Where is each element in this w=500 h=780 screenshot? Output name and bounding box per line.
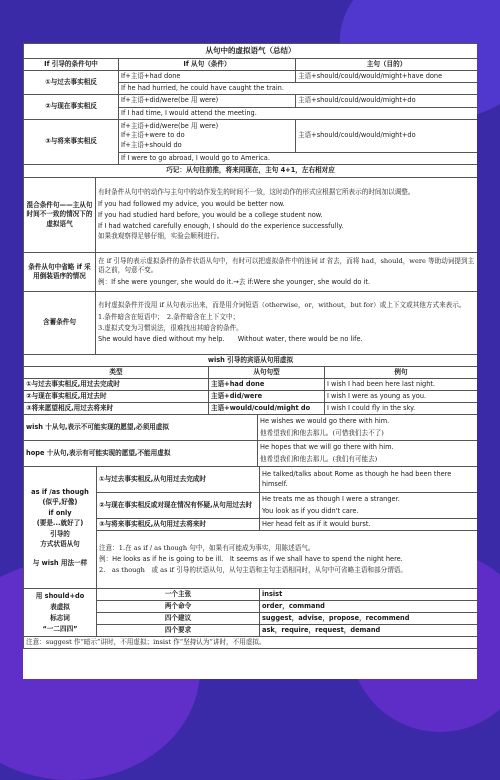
signal-words: ask，require，request，demand: [260, 625, 478, 637]
worksheet-page: [23, 43, 477, 679]
wish-hope-table: [23, 414, 477, 467]
example-sentence: He treats me as though I were a stranger.: [262, 494, 400, 503]
inverted-conditional-label: 条件从句中省略 if 采用倒装语序的情况: [24, 253, 96, 292]
note-line: 1.条件暗含在短语中； 2.条件暗含在上下文中；: [98, 312, 240, 321]
example-translation: 他希望我们和他去那儿。(我们有可能去): [260, 454, 378, 463]
example-sentence: If I had time, I would attend the meeting.: [119, 108, 478, 120]
column-header: If 引导的条件句中: [24, 59, 119, 71]
row-type: ②与现在事实相反,用过去时: [24, 391, 209, 403]
row-type: ②与现在事实相反或对现在情况有怀疑,从句用过去时: [97, 493, 260, 519]
description: 有时虚拟条件并没用 if 从句表示出来，而是用介词短语（otherwise，or，without，but for）或上下文或其他方式来表示。: [98, 301, 466, 310]
example-sentence: I wish I could fly in the sky.: [325, 403, 478, 415]
label-line: as if /as though: [31, 487, 89, 496]
implied-conditional-label: 含蓄条件句: [24, 292, 96, 355]
special-conditional-table: [23, 177, 477, 355]
page-title: 从句中的虚拟语气（总结）: [24, 44, 478, 59]
if-clause-form: If+主语+should do: [121, 140, 182, 149]
column-header: 主句（目的）: [296, 59, 478, 71]
label-line: 标志词: [50, 613, 70, 622]
signal-category: 四个要求: [97, 625, 260, 637]
signal-words: suggest，advise，propose，recommend: [260, 613, 478, 625]
spacer: [26, 550, 94, 558]
column-header: 从句句型: [209, 367, 325, 379]
note-line: 例：He looks as if he is going to be ill. It seems as if we shall have to spend the night here.: [99, 554, 403, 563]
clause-form: 主语+had done: [209, 379, 325, 391]
as-if-table: [23, 466, 477, 589]
label-line: “一二四四”: [42, 624, 78, 633]
hope-examples: [258, 441, 478, 467]
signal-category: 四个建议: [97, 613, 260, 625]
main-clause-form: 主语+should/could/would/might+have done: [296, 71, 478, 83]
example-sentence: If I had watched carefully enough, I should do the experience successfully.: [98, 222, 344, 231]
wish-examples: [258, 415, 478, 441]
example-sentence: If you had studied hard before, you would be a college student now.: [98, 210, 323, 219]
main-clause-form: 主语+should/could/would/might+do: [296, 95, 478, 108]
note-line: 注意：1.在 as if / as though 句中，如果有可能成为事实，用陈述语气。: [99, 543, 315, 552]
example-translation: 他希望我们和他去那儿。(可惜我们去不了): [260, 428, 384, 437]
label-line: 引导的: [50, 529, 70, 538]
example-sentence: Her head felt as if it would burst.: [260, 519, 478, 531]
label-line: 表虚拟: [50, 602, 70, 611]
row-type: ①与过去事实相反,用过去完成时: [24, 379, 209, 391]
as-if-notes: [97, 531, 478, 589]
mnemonic-tip: 巧记：从句往前推，将来同现在，主句 4+1，左右相对应: [24, 165, 478, 178]
row-type: ①与过去事实相反: [24, 71, 119, 95]
row-type: ②与现在事实相反: [24, 95, 119, 120]
column-header: 例句: [325, 367, 478, 379]
row-type: ③与将来事实相反: [24, 120, 119, 165]
should-do-table: [23, 588, 477, 649]
column-header: If 从句（条件）: [119, 59, 296, 71]
mixed-conditional-label: 混合条件句——主从句时间不一致的情况下的虚拟语气: [24, 178, 96, 253]
signal-category: 两个命令: [97, 601, 260, 613]
should-do-label: [24, 589, 97, 637]
label-line: (似乎,好像): [42, 498, 78, 507]
signal-words: order，command: [260, 601, 478, 613]
wish-table: [23, 354, 477, 415]
mixed-conditional-content: [96, 178, 478, 253]
label-line: 方式状语从句: [40, 540, 80, 549]
if-clause-forms: [119, 120, 296, 153]
signal-category: 一个主张: [97, 589, 260, 601]
example-sentence: If I were to go abroad, I would go to America.: [119, 153, 478, 165]
clause-form: 主语+did/were: [209, 391, 325, 403]
example-cell: [260, 493, 478, 519]
wish-label: wish 十从句,表示不可能实现的愿望,必须用虚拟: [24, 415, 258, 441]
row-type: ①与过去事实相反,从句用过去完成时: [97, 467, 260, 493]
example-sentence: He hopes that we will go there with him.: [260, 443, 394, 452]
main-clause-form: 主语+should/could/would/might+do: [296, 120, 478, 153]
example-sentence: I wish I were as young as you.: [325, 391, 478, 403]
label-line: if only: [48, 508, 72, 517]
hope-label: hope 十从句,表示有可能实现的愿望,不能用虚拟: [24, 441, 258, 467]
example-sentence: You look as if you didn't care.: [262, 507, 359, 515]
if-clause-form: If+主语+were to do: [121, 131, 185, 140]
example-sentence: He wishes we would go there with him.: [260, 417, 390, 426]
row-type: ③与将来事实相反,从句用过去将来时: [97, 519, 260, 531]
if-conditional-table: [23, 43, 477, 178]
row-type: ③将来愿望相反,用过去将来时: [24, 403, 209, 415]
section-title: wish 引导的宾语从句用虚拟: [24, 355, 478, 367]
as-if-label: [24, 467, 97, 589]
example-sentence: 例：If she were younger, she would do it.→去 if:Were she younger, she would do it.: [98, 277, 371, 286]
if-clause-form: If+主语+did/were(be 用 were): [119, 95, 296, 108]
if-clause-form: If+主语+did/were(be 用 were): [121, 122, 219, 131]
example-translation: 如果我观察得足够仔细，实验会顺利进行。: [98, 232, 224, 241]
label-line: (要是...就好了): [36, 519, 84, 528]
if-clause-form: If+主语+had done: [119, 71, 296, 83]
example-sentence: If he had hurried, he could have caught the train.: [119, 83, 478, 95]
note-line: 2. as though 或 as if 引导的状语从句，从句主语和主句主语相同时，从句中可省略主语和部分谓语。: [99, 566, 407, 575]
example-sentence: She would have died without my help. Without water, there would be no life.: [98, 335, 363, 344]
description: 在 if 引导的表示虚拟条件的条件状语从句中，有时可以把虚拟条件中的连词 if 省去，而将 had，should，were 等助动词提到主语之前，句意不变。: [98, 257, 475, 275]
example-sentence: I wish I had been here last night.: [325, 379, 478, 391]
column-header: 类型: [24, 367, 209, 379]
label-line: 用 should+do: [35, 591, 85, 600]
implied-conditional-content: [96, 292, 478, 355]
label-line: 与 wish 用法一样: [32, 558, 88, 567]
note-line: 3.虚拟式变为习惯说法，很难找出其暗含的条件。: [98, 324, 243, 332]
clause-form: 主语+would/could/might do: [209, 403, 325, 415]
example-sentence: He talked/talks about Rome as though he had been there himself.: [260, 467, 478, 493]
example-sentence: If you had followed my advice, you would be better now.: [98, 199, 285, 208]
inverted-conditional-content: [96, 253, 478, 292]
signal-words: insist: [260, 589, 478, 601]
footer-note: 注意：suggest 作“暗示”讲时，不用虚拟；insist 作“坚持认为”讲时，不用虚拟。: [24, 637, 478, 649]
description: 有时条件从句中的动作与主句中的动作发生的时间不一致，这时动作的形式应根据它所表示的时间加以调整。: [98, 188, 415, 197]
